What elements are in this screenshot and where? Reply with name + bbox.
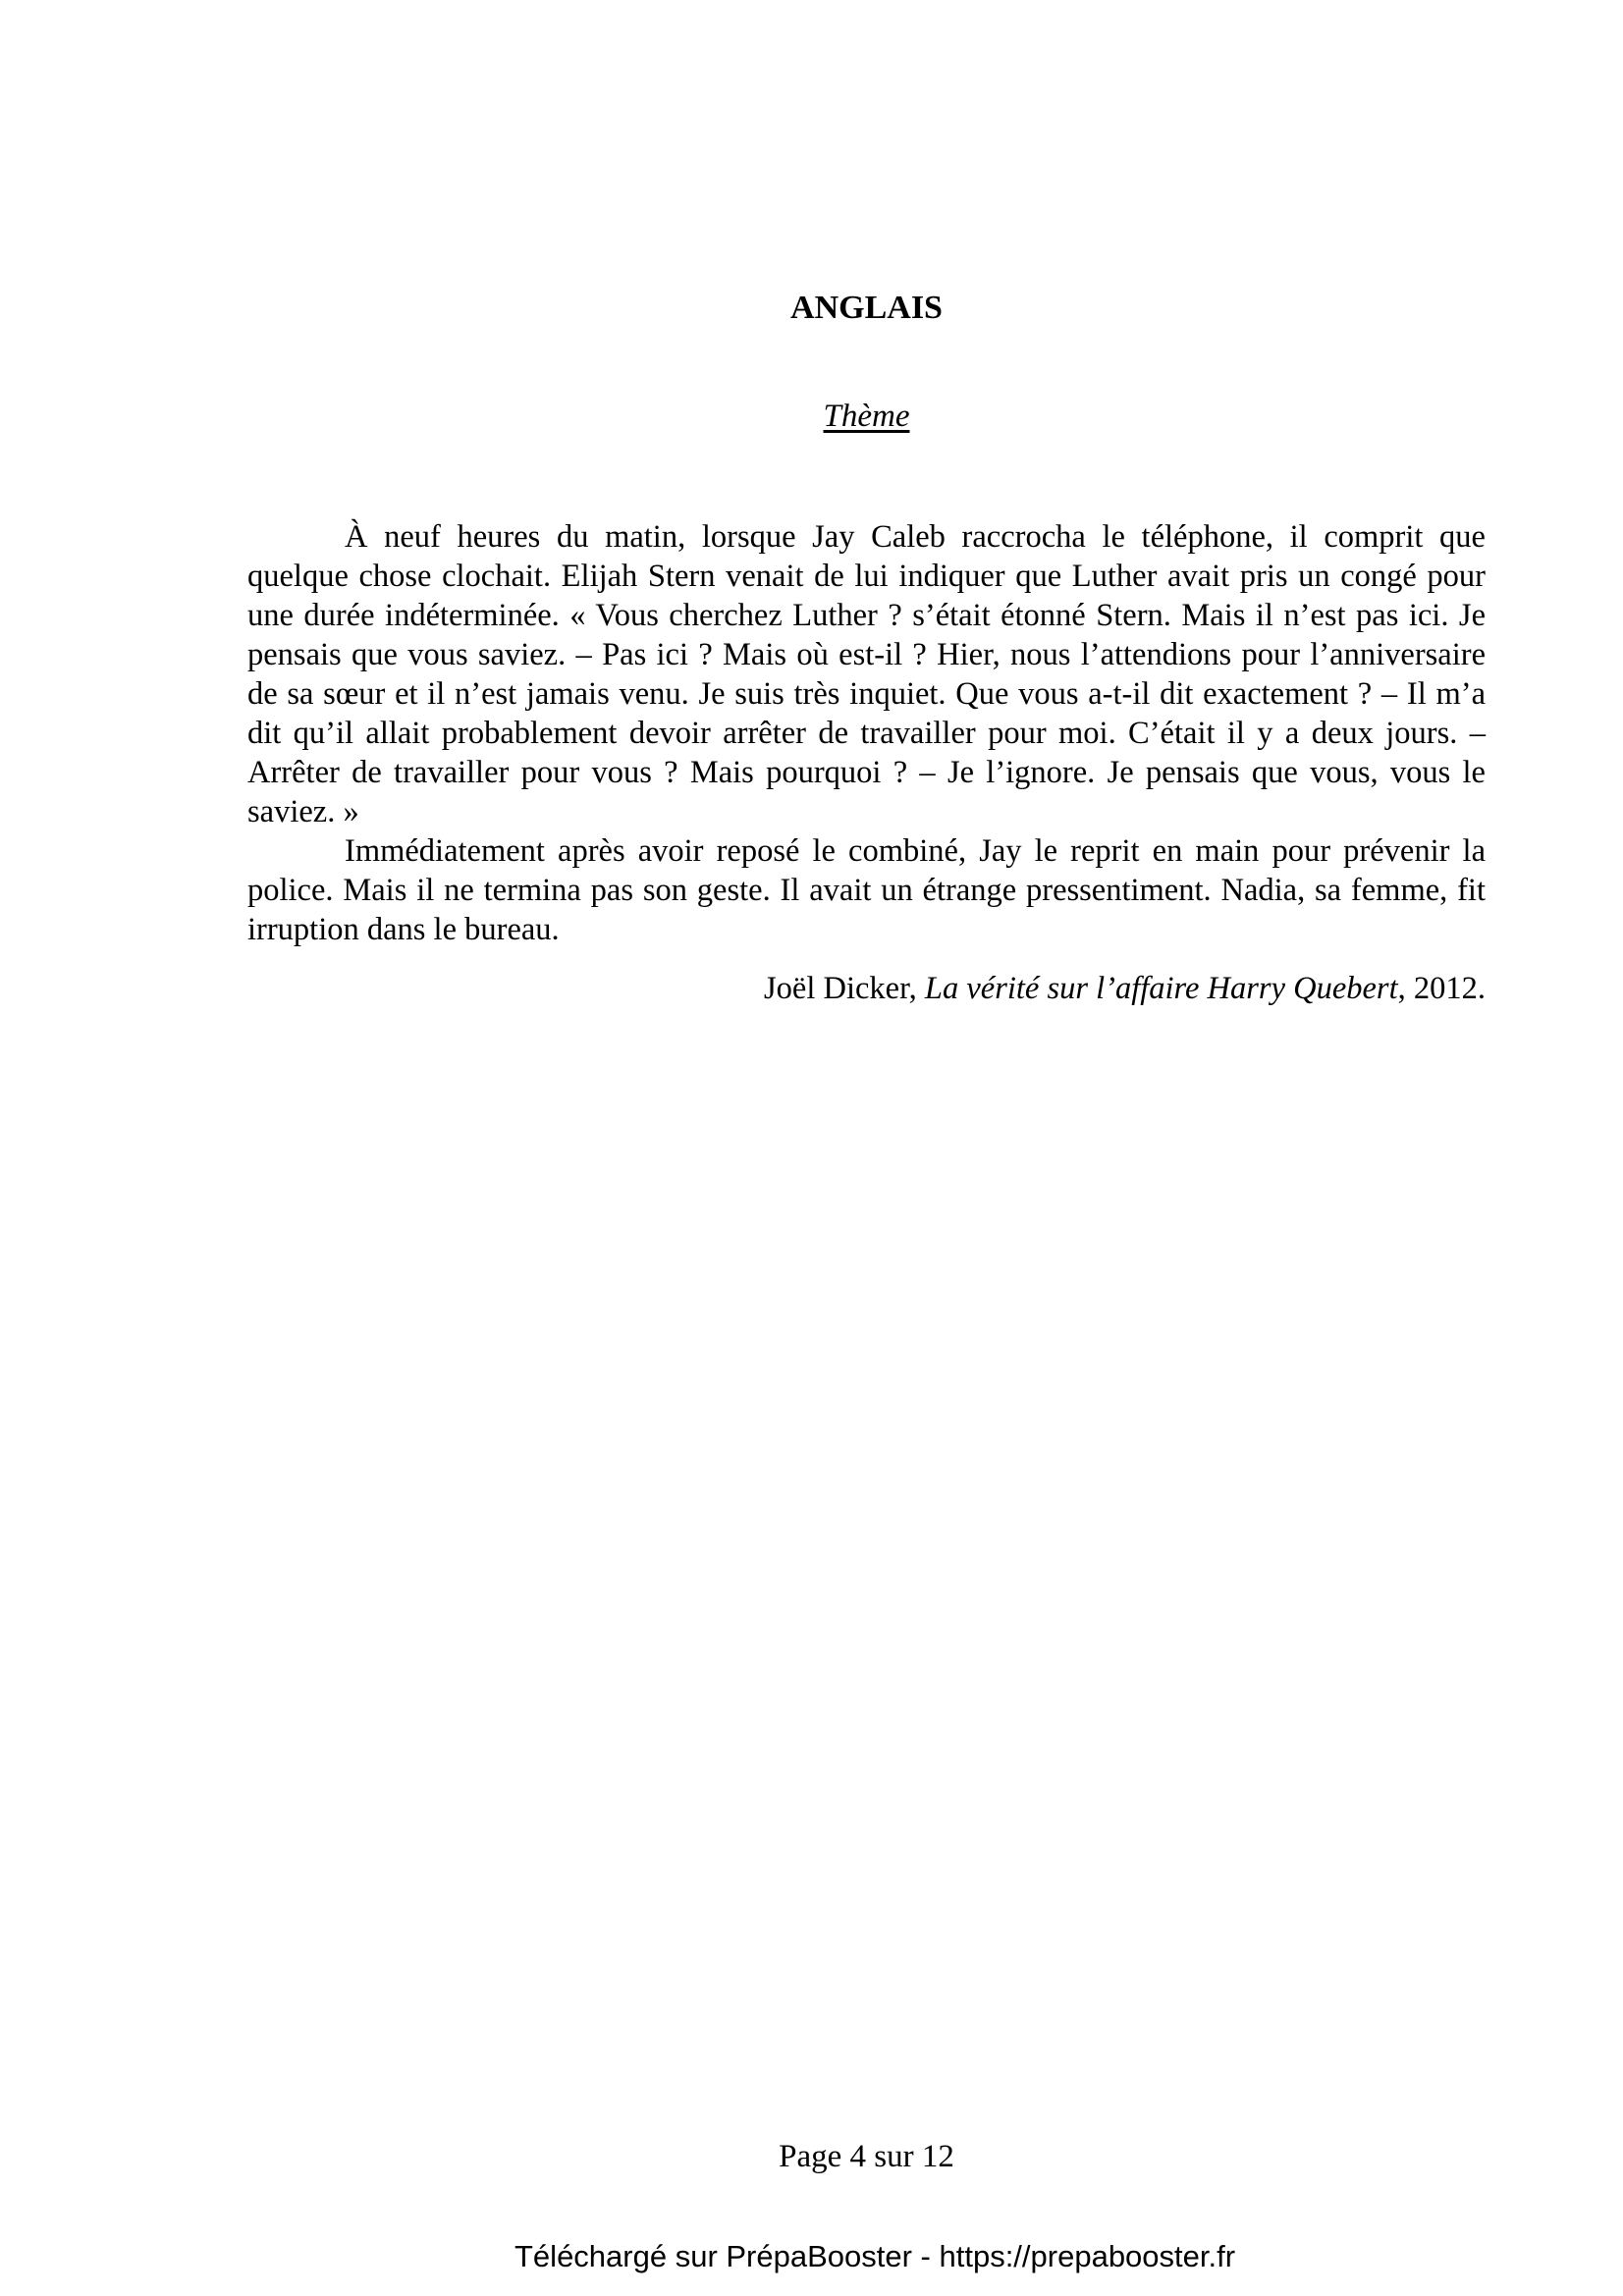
text-line: À neuf heures du matin, lorsque Jay Caleb raccrocha le téléphone, il comprit que [345, 519, 1486, 555]
text-line: saviez. » [247, 794, 359, 829]
text-line: dit qu’il allait probablement devoir arrêter de travailler pour moi. C’était il y a deux jours. – [247, 716, 1486, 751]
paragraph [247, 831, 1486, 949]
page-number: Page 4 sur 12 [779, 2139, 954, 2174]
text-line: de sa sœur et il n’est jamais venu. Je suis très inquiet. Que vous a-t-il dit exactement ? – Il m’a [247, 676, 1486, 712]
text-line: Immédiatement après avoir reposé le combiné, Jay le reprit en main pour prévenir la [345, 833, 1486, 869]
download-watermark: Téléchargé sur PrépaBooster - https://prepabooster.fr [514, 2239, 1236, 2273]
attribution-year: , 2012. [1397, 971, 1486, 1006]
attribution-author: Joël Dicker, [764, 971, 925, 1006]
text-line: Arrêter de travailler pour vous ? Mais pourquoi ? – Je l’ignore. Je pensais que vous, vous le [247, 755, 1486, 790]
text-line: police. Mais il ne termina pas son geste. Il avait un étrange pressentiment. Nadia, sa femme, fit [247, 873, 1486, 908]
text-line: pensais que vous saviez. – Pas ici ? Mais où est-il ? Hier, nous l’attendions pour l’anniversaire [247, 637, 1486, 672]
text-line: quelque chose clochait. Elijah Stern venait de lui indiquer que Luther avait pris un congé pour [247, 559, 1486, 594]
exercise-type-heading-wrap [247, 397, 1486, 436]
source-attribution [247, 969, 1486, 1008]
exam-subject-title: ANGLAIS [790, 290, 943, 326]
attribution-work-title: La vérité sur l’affaire Harry Quebert [924, 971, 1398, 1006]
exercise-type-heading: Thème [823, 399, 910, 434]
text-line: une durée indéterminée. « Vous cherchez Luther ? s’était étonné Stern. Mais il n’est pas ici. Je [247, 598, 1486, 633]
text-line: irruption dans le bureau. [247, 912, 560, 947]
paragraph [247, 517, 1486, 831]
passage-text [247, 517, 1486, 1008]
